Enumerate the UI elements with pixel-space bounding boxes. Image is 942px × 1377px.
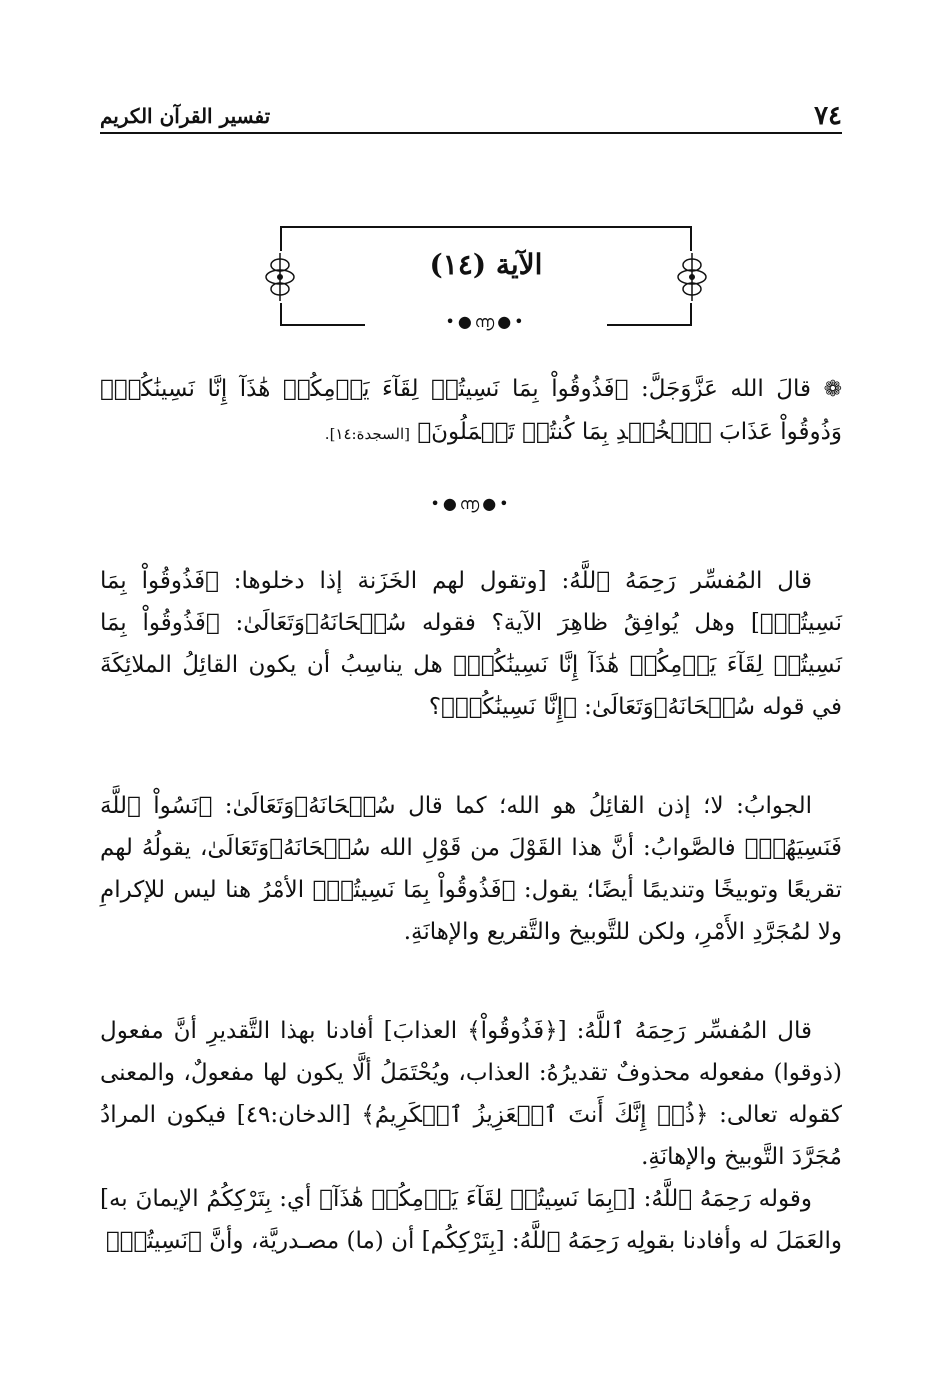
page-header [100, 102, 842, 134]
verse-intro: قالَ الله عَزَّوَجَلَّ: [628, 376, 812, 402]
paragraph [100, 560, 842, 728]
ayah-heading: الآية (١٤) [429, 248, 543, 281]
paragraph-text: قال المُفسِّر رَحِمَهُ ٱللَّهُ: [﴿فَذُوقُواْ﴾ العذابَ] أفادنا بهذا التَّقديرِ أنَّ مفعول (ذوقوا) مفعوله محذوفٌ تقديرُهُ: العذاب، ويُحْتَمَلُ ألَّا يكون لها مفعولٌ، والمعنى كقوله تعالى: ﴿ذُقۡ إِنَّكَ أَنتَ ٱلۡعَزِيزُ ٱلۡكَرِيمُ﴾ [الدخان:٤٩] فيكون المرادُ مُجَرَّدَ التَّوبيخ والإهانَةِ. [100, 1018, 842, 1170]
paragraph [100, 785, 842, 953]
verse-text: ﴿فَذُوقُواْ بِمَا نَسِيتُمۡ لِقَآءَ يَوۡمِكُمۡ هَٰذَآ إِنَّا نَسِينَٰكُمۡۖ وَذُوقُواْ عَذَابَ ٱلۡخُلۡدِ بِمَا كُنتُمۡ تَعۡمَلُونَ﴾ [100, 376, 842, 445]
verse-block [100, 368, 842, 455]
paragraph-text: قال المُفسِّر رَحِمَهُ ٱللَّهُ: [وتقول لهم الخَزَنة إذا دخلوها: ﴿فَذُوقُواْ بِمَا نَسِيتُمۡ﴾] وهل يُوافِقُ ظاهِرَ الآية؟ فقوله سُبۡحَانَهُۥوَتَعَالَىٰ: ﴿فَذُوقُواْ بِمَا نَسِيتُمۡ لِقَآءَ يَوۡمِكُمۡ هَٰذَآ إِنَّا نَسِينَٰكُمۡ﴾ هل يناسِبُ أن يكون القائِلُ الملائِكَةَ في قوله سُبۡحَانَهُۥوَتَعَالَىٰ: ﴿إِنَّا نَسِينَٰكُمۡ﴾؟ [100, 568, 842, 720]
paragraph [100, 1010, 842, 1178]
page-number: ٧٤ [814, 101, 842, 131]
flower-icon: ❁ [823, 377, 842, 402]
paragraph-text: الجوابُ: لا؛ إذن القائِلُ هو الله؛ كما قال سُبۡحَانَهُۥوَتَعَالَىٰ: ﴿نَسُواْ ٱللَّهَ فَنَسِيَهُمۡ﴾ فالصَّوابُ: أنَّ هذا القَوْلَ من قَوْلِ الله سُبۡحَانَهُۥوَتَعَالَىٰ، يقولُهُ لهم تقريعًا وتوبيخًا وتنديمًا أيضًا؛ يقول: ﴿فَذُوقُواْ بِمَا نَسِيتُمۡ﴾ الأمْرُ هنا ليس للإكرامِ ولا لمُجَرَّدِ الأَمْرِ، ولكن للتَّوبيخ والتَّقريع والإهانَةِ. [100, 793, 842, 945]
paragraph-text: وقوله رَحِمَهُ ٱللَّهُ: [﴿بِمَا نَسِيتُمۡ لِقَآءَ يَوۡمِكُمۡ هَٰذَآ﴾ أي: بِتَرْكِكُمُ الإيمانَ به] والعَمَلَ له وأفادنا بقولِه رَحِمَهُ ٱللَّهُ: [بِتَرْكِكُم] أن (ما) مصـدريَّة، وأنَّ ﴿نَسِيتُمۡ﴾ [100, 1186, 842, 1254]
frame-top-border [280, 226, 692, 228]
book-title: تفسير القرآن الكريم [100, 104, 271, 128]
separator-ornament: •●൬●• [445, 312, 527, 331]
paragraph [100, 1178, 842, 1262]
verse-reference: [السجدة:١٤]. [324, 425, 410, 443]
ayah-heading-frame [280, 226, 692, 331]
middle-separator: •●൬●• [430, 494, 512, 513]
